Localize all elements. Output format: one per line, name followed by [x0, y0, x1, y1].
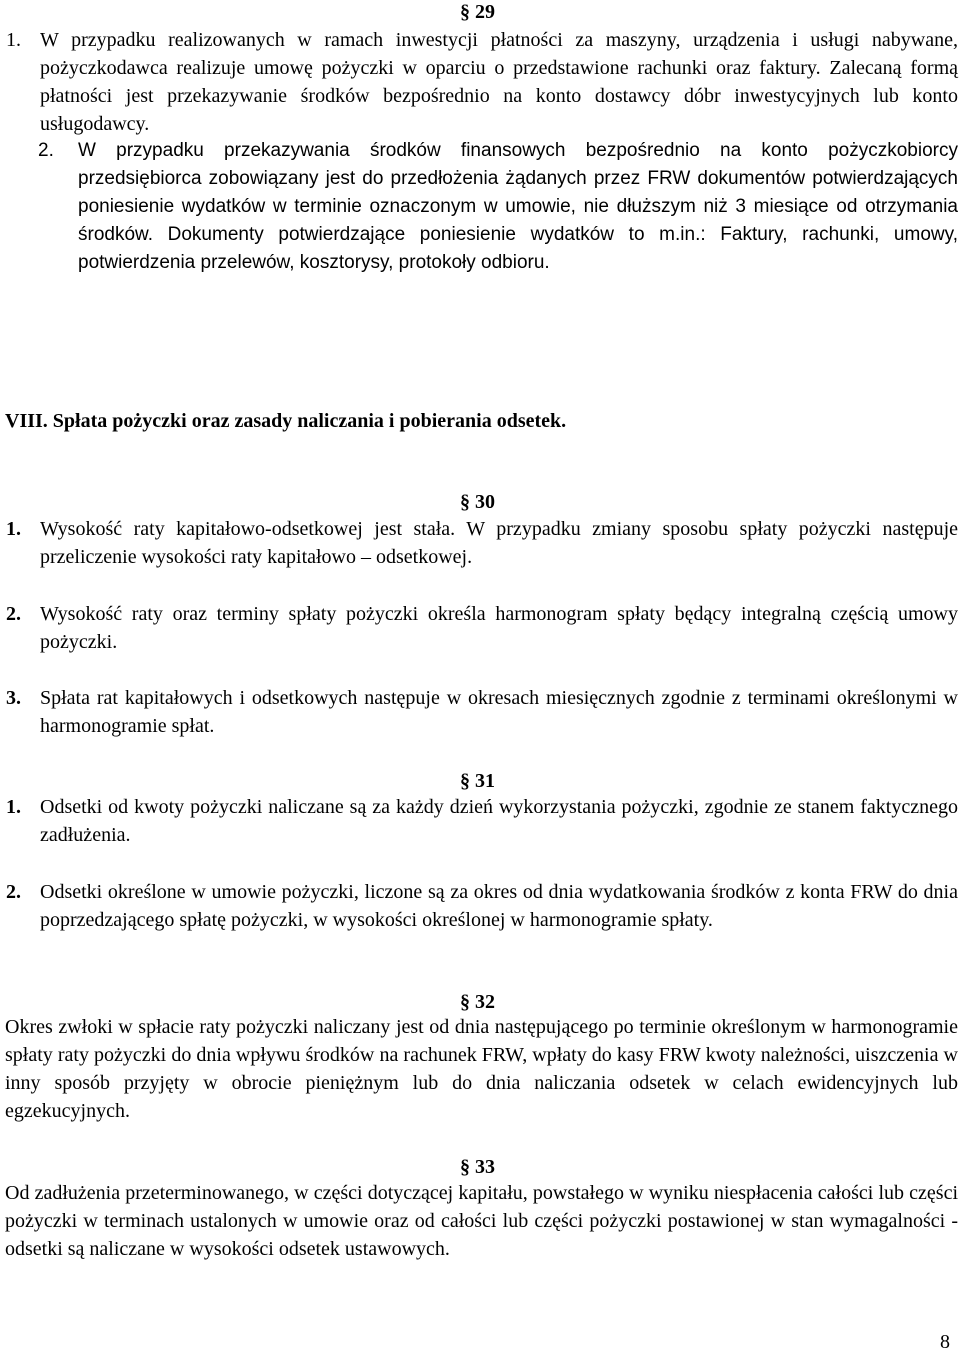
- paragraph-31-2: [6, 878, 958, 934]
- paragraph-number: 3.: [6, 687, 21, 709]
- paragraph-number: 2.: [6, 603, 21, 625]
- paragraph-text: W przypadku przekazywania środków finansowych bezpośrednio na konto pożyczkobiorcy przedsiębiorca zobowiązany jest do przedłożenia żądanych przez FRW dokumentów potwierdzających poniesienie wydatków w terminie oznaczonym w umowie, nie dłuższym niż 3 miesiące od otrzymania środków. Dokumenty potwierdzające poniesienie wydatków to m.in.: Faktury, rachunki, umowy, potwierdzenia przelewów, kosztorysy, protokoły odbioru.: [78, 140, 958, 273]
- paragraph-text: W przypadku realizowanych w ramach inwestycji płatności za maszyny, urządzenia i usługi nabywane, pożyczkodawca realizuje umowę pożyczki w oparciu o przedstawione rachunki oraz faktury. Zalecaną formą płatności jest przekazywanie środków bezpośrednio na konto dostawcy dóbr inwestycyjnych lub konto usługodawcy.: [40, 29, 958, 135]
- paragraph-text: Odsetki określone w umowie pożyczki, liczone są za okres od dnia wydatkowania środków z konta FRW do dnia poprzedzającego spłatę pożyczki, w wysokości określonej w harmonogramie spłaty.: [40, 881, 958, 931]
- paragraph-30-2: [6, 600, 958, 656]
- paragraph-number: 2.: [6, 881, 21, 903]
- section-heading-33: § 33: [460, 1156, 495, 1178]
- paragraph-number: 2.: [38, 140, 54, 161]
- paragraph-31-1: [6, 793, 958, 849]
- paragraph-30-1: [6, 515, 958, 571]
- paragraph-33: Od zadłużenia przeterminowanego, w części dotyczącej kapitału, powstałego w wyniku niespłacenia całości lub części pożyczki w terminach ustalonych w umowie oraz od całości lub części pożyczki postawionej w stan wymagalności - odsetki są naliczane w wysokości odsetek ustawowych.: [5, 1182, 958, 1260]
- section-heading-31: § 31: [460, 770, 495, 792]
- paragraph-text: Spłata rat kapitałowych i odsetkowych następuje w okresach miesięcznych zgodnie z terminami określonymi w harmonogramie spłat.: [40, 687, 958, 737]
- paragraph-text: Wysokość raty kapitałowo-odsetkowej jest stała. W przypadku zmiany sposobu spłaty pożyczki następuje przeliczenie wysokości raty kapitałowo – odsetkowej.: [40, 518, 958, 568]
- paragraph-29-1: [6, 26, 958, 138]
- paragraph-number: 1.: [6, 29, 21, 51]
- paragraph-text: Wysokość raty oraz terminy spłaty pożyczki określa harmonogram spłaty będący integralną częścią umowy pożyczki.: [40, 603, 958, 653]
- paragraph-32: Okres zwłoki w spłacie raty pożyczki naliczany jest od dnia następującego po terminie określonym w harmonogramie spłaty raty pożyczki do dnia wpływu środków na rachunek FRW, wpłaty do kasy FRW kwoty należności, uiszczenia w inny sposób przyjęty w obrocie pieniężnym lub do dnia naliczania odsetek w celach ewidencyjnych lub egzekucyjnych.: [5, 1016, 958, 1122]
- section-heading-29: § 29: [460, 1, 495, 23]
- paragraph-number: 1.: [6, 796, 21, 818]
- page-number: 8: [940, 1331, 950, 1353]
- section-heading-30: § 30: [460, 491, 495, 513]
- paragraph-30-3: [6, 684, 958, 740]
- paragraph-number: 1.: [6, 518, 21, 540]
- paragraph-text: Odsetki od kwoty pożyczki naliczane są za każdy dzień wykorzystania pożyczki, zgodnie ze stanem faktycznego zadłużenia.: [40, 796, 958, 846]
- section-heading-32: § 32: [460, 991, 495, 1013]
- chapter-heading: VIII. Spłata pożyczki oraz zasady naliczania i pobierania odsetek.: [5, 410, 567, 432]
- paragraph-29-2: [38, 137, 958, 277]
